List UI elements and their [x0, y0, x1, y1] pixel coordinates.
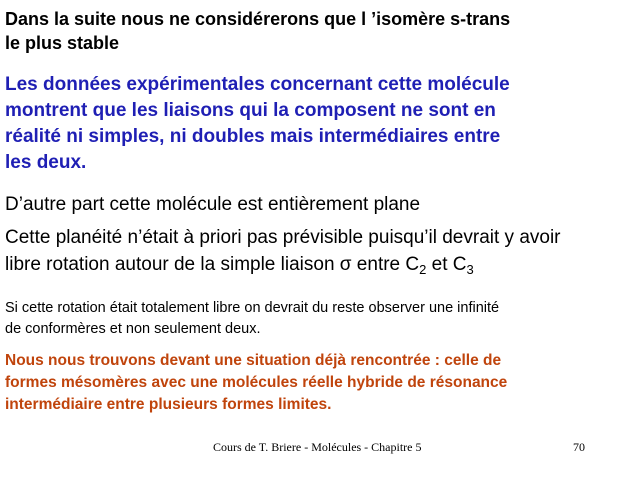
mesomer-paragraph: [5, 350, 630, 416]
planarity-line-2-and: et C: [426, 254, 467, 275]
mesomer-line-3: intermédiaire entre plusieurs formes limites.: [5, 396, 332, 413]
experimental-data-paragraph: [5, 72, 625, 176]
rotation-paragraph: [5, 298, 630, 340]
carbon-3-subscript: 3: [466, 262, 474, 277]
mesomer-line-2: formes mésomères avec une molécules réelle hybride de résonance: [5, 374, 508, 391]
planarity-line-1: Cette planéité n’était à priori pas prévisible puisqu’il devrait y avoir: [5, 227, 561, 248]
sigma-symbol: σ: [339, 254, 352, 275]
planarity-line-2: [5, 251, 640, 278]
carbon-2-subscript: 2: [419, 262, 427, 277]
intro-paragraph: [5, 7, 625, 55]
footer-course-title: Cours de T. Briere - Molécules - Chapitre 5: [213, 440, 422, 454]
intro-line-2: le plus stable: [5, 33, 120, 53]
rotation-line-2: de conformères et non seulement deux.: [5, 321, 261, 337]
experimental-line-4: les deux.: [5, 152, 87, 173]
mesomer-line-1: Nous nous trouvons devant une situation déjà rencontrée : celle de: [5, 352, 502, 369]
rotation-line-1: Si cette rotation était totalement libre on devrait du reste observer une infinité: [5, 300, 500, 316]
planar-molecule-statement: D’autre part cette molécule est entièrement plane: [5, 194, 421, 215]
experimental-line-2: montrent que les liaisons qui la composent ne sont en: [5, 100, 496, 121]
experimental-line-1: Les données expérimentales concernant cette molécule: [5, 74, 510, 95]
intro-line-1: Dans la suite nous ne considérerons que l ’isomère s-trans: [5, 9, 511, 29]
planarity-paragraph: [5, 224, 640, 278]
planarity-line-2-middle: entre C: [351, 254, 420, 275]
footer-page-number: 70: [573, 440, 585, 454]
experimental-line-3: réalité ni simples, ni doubles mais intermédiaires entre: [5, 126, 501, 147]
planarity-line-2-prefix: libre rotation autour de la simple liaison: [5, 254, 340, 275]
